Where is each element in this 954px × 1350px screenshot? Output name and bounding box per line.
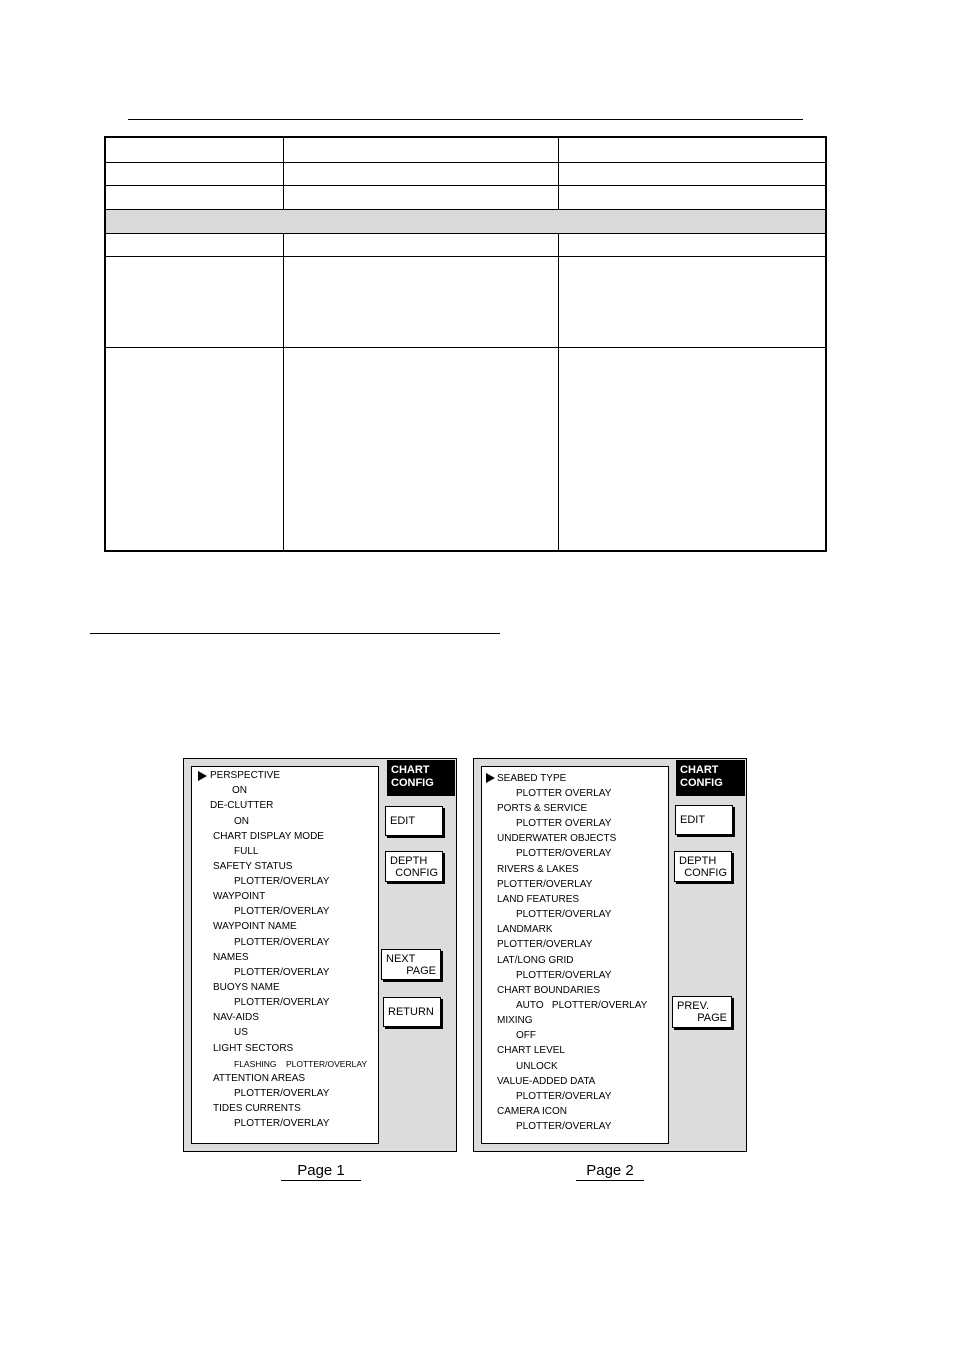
menu-item-waypoint[interactable]: WAYPOINT — [213, 891, 266, 902]
depth-config-button[interactable] — [674, 851, 732, 882]
menu-value[interactable]: OFF — [516, 1030, 536, 1041]
chart-config-screen-page2 — [473, 758, 747, 1152]
button-label: DEPTH — [679, 855, 717, 867]
menu-value[interactable]: PLOTTER/OVERLAY — [234, 1118, 330, 1129]
table-col-divider — [283, 233, 284, 550]
settings-table — [104, 136, 827, 552]
edit-button[interactable] — [385, 806, 443, 836]
menu-item-de-clutter[interactable]: DE-CLUTTER — [210, 800, 274, 811]
page2-caption: Page 2 — [576, 1162, 644, 1181]
menu-item-waypoint-name[interactable]: WAYPOINT NAME — [213, 921, 297, 932]
menu-item-perspective[interactable]: PERSPECTIVE — [210, 770, 281, 781]
menu-value[interactable]: PLOTTER/OVERLAY — [234, 967, 330, 978]
menu-value[interactable]: PLOTTER/OVERLAY — [516, 909, 612, 920]
button-label: PAGE — [697, 1012, 727, 1024]
menu-value[interactable]: PLOTTER OVERLAY — [516, 818, 612, 829]
menu-value[interactable]: PLOTTER/OVERLAY — [234, 906, 330, 917]
menu-value[interactable]: PLOTTER/OVERLAY — [516, 848, 612, 859]
menu-item-lat-long-grid[interactable]: LAT/LONG GRID — [497, 955, 574, 966]
heading-rule-top — [128, 119, 803, 120]
menu-value[interactable]: ON — [232, 785, 247, 796]
menu-item-nav-aids[interactable]: NAV-AIDS — [213, 1012, 259, 1023]
table-row — [106, 233, 825, 258]
menu-item-buoys-name[interactable]: BUOYS NAME — [213, 982, 280, 993]
table-row — [106, 347, 825, 551]
edit-button[interactable] — [675, 805, 733, 835]
menu-value[interactable]: FULL — [234, 846, 259, 857]
button-label: NEXT — [386, 953, 416, 965]
button-label: CONFIG — [395, 867, 438, 879]
menu-value[interactable]: PLOTTER/OVERLAY — [234, 997, 330, 1008]
menu-item-tides-currents[interactable]: TIDES CURRENTS — [213, 1103, 301, 1114]
button-label: PREV. — [677, 1000, 710, 1012]
screen-title-line2: CONFIG — [680, 777, 723, 789]
screen-title-line1: CHART — [391, 764, 430, 776]
menu-value[interactable]: US — [234, 1027, 248, 1038]
menu-value[interactable]: PLOTTER/OVERLAY — [234, 937, 330, 948]
depth-config-button[interactable] — [385, 851, 443, 882]
menu-value[interactable]: PLOTTER OVERLAY — [516, 788, 612, 799]
menu-value[interactable]: PLOTTER/OVERLAY — [516, 970, 612, 981]
menu-item-camera-icon[interactable]: CAMERA ICON — [497, 1106, 568, 1117]
menu-value[interactable]: PLOTTER/OVERLAY — [234, 1088, 330, 1099]
edit-button-label: EDIT — [390, 815, 416, 827]
return-button[interactable] — [383, 997, 441, 1027]
menu-item-land-features[interactable]: LAND FEATURES — [497, 894, 580, 905]
cursor-arrow-icon — [486, 773, 495, 783]
table-row — [106, 185, 825, 210]
menu-item-rivers-lakes[interactable]: RIVERS & LAKES — [497, 864, 579, 875]
table-row — [106, 138, 825, 162]
button-label: DEPTH — [390, 855, 428, 867]
cursor-arrow-icon — [198, 771, 207, 781]
screen-title-line2: CONFIG — [391, 777, 434, 789]
menu-item-names[interactable]: NAMES — [213, 952, 249, 963]
menu-item-ports-service[interactable]: PORTS & SERVICE — [497, 803, 588, 814]
menu-item-mixing[interactable]: MIXING — [497, 1015, 533, 1026]
menu-item-chart-level[interactable]: CHART LEVEL — [497, 1045, 565, 1056]
menu-item-underwater-objects[interactable]: UNDERWATER OBJECTS — [497, 833, 617, 844]
menu-value[interactable]: PLOTTER/OVERLAY — [516, 1121, 612, 1132]
table-col-divider — [558, 138, 559, 209]
menu-value[interactable]: ON — [234, 816, 249, 827]
prev-page-button[interactable] — [672, 996, 732, 1028]
menu-item-light-sectors[interactable]: LIGHT SECTORS — [213, 1043, 294, 1054]
table-col-divider — [558, 233, 559, 550]
menu-item-safety-status[interactable]: SAFETY STATUS — [213, 861, 293, 872]
menu-list-page2 — [481, 766, 669, 1144]
table-row — [106, 256, 825, 348]
menu-value[interactable]: PLOTTER/OVERLAY — [516, 1091, 612, 1102]
table-section-row — [106, 209, 825, 234]
return-button-label: RETURN — [388, 1006, 434, 1018]
heading-rule-section — [90, 633, 500, 634]
screen-title — [387, 760, 455, 796]
menu-item-landmark[interactable]: LANDMARK — [497, 924, 553, 935]
menu-value[interactable]: AUTO PLOTTER/OVERLAY — [516, 1000, 648, 1011]
screen-title — [676, 760, 745, 796]
menu-value[interactable]: FLASHING PLOTTER/OVERLAY — [234, 1059, 368, 1069]
menu-value[interactable]: UNLOCK — [516, 1061, 558, 1072]
button-label: PAGE — [406, 965, 436, 977]
menu-item-seabed-type[interactable]: SEABED TYPE — [497, 773, 567, 784]
button-label: CONFIG — [684, 867, 727, 879]
menu-list-page1 — [191, 766, 379, 1144]
chart-config-screen-page1 — [183, 758, 457, 1152]
menu-item-chart-boundaries[interactable]: CHART BOUNDARIES — [497, 985, 600, 996]
menu-value[interactable]: PLOTTER/OVERLAY — [497, 939, 593, 950]
table-row — [106, 162, 825, 186]
next-page-button[interactable] — [381, 949, 441, 980]
menu-value[interactable]: PLOTTER/OVERLAY — [234, 876, 330, 887]
page1-caption: Page 1 — [281, 1162, 361, 1181]
edit-button-label: EDIT — [680, 814, 706, 826]
menu-item-chart-display-mode[interactable]: CHART DISPLAY MODE — [213, 831, 324, 842]
menu-value[interactable]: PLOTTER/OVERLAY — [497, 879, 593, 890]
screen-title-line1: CHART — [680, 764, 719, 776]
menu-item-value-added-data[interactable]: VALUE-ADDED DATA — [497, 1076, 596, 1087]
table-col-divider — [283, 138, 284, 209]
menu-item-attention-areas[interactable]: ATTENTION AREAS — [213, 1073, 306, 1084]
